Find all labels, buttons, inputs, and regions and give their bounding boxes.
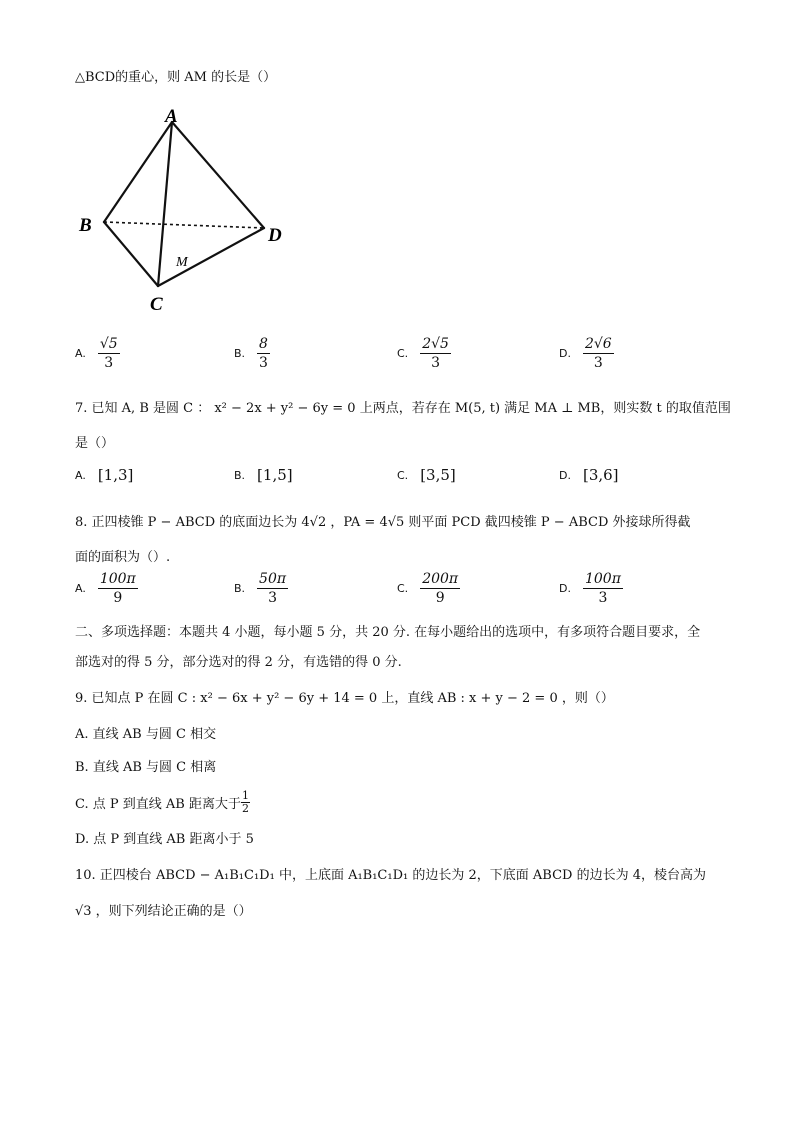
vertex-b-label: B bbox=[79, 215, 92, 236]
denominator: 9 bbox=[113, 590, 123, 607]
q6-option-d[interactable] bbox=[559, 336, 614, 371]
option-letter: A. bbox=[75, 582, 86, 596]
fraction bbox=[241, 790, 250, 814]
fraction bbox=[583, 571, 623, 606]
edge-ad bbox=[172, 122, 264, 228]
q6-option-c[interactable] bbox=[397, 336, 451, 371]
denominator: 9 bbox=[435, 590, 445, 607]
denominator: 3 bbox=[431, 355, 441, 372]
option-letter: D. bbox=[559, 347, 571, 361]
edge-ab bbox=[104, 122, 172, 222]
vertex-c-label: C bbox=[150, 294, 163, 315]
option-letter: C. bbox=[397, 582, 409, 596]
q6-option-b[interactable] bbox=[234, 336, 270, 371]
option-letter: A. bbox=[75, 468, 86, 482]
q7-stem-line1: 7. 已知 A, B 是圆 C ： x² − 2x + y² − 6y = 0 上两点，若存在 M(5, t) 满足 MA ⊥ MB，则实数 t 的取值范围 bbox=[75, 401, 731, 416]
option-letter: B. bbox=[234, 347, 246, 361]
denominator: 3 bbox=[104, 355, 114, 372]
fraction bbox=[420, 571, 460, 606]
vertex-a-label: A bbox=[165, 106, 178, 127]
edge-ac bbox=[158, 122, 172, 286]
edge-cd bbox=[158, 228, 264, 286]
q9-option-a[interactable]: A. 直线 AB 与圆 C 相交 bbox=[75, 727, 217, 742]
q10-stem-line1: 10. 正四棱台 ABCD − A₁B₁C₁D₁ 中，上底面 A₁B₁C₁D₁ 的边长为 2，下底面 ABCD 的边长为 4，棱台高为 bbox=[75, 868, 706, 883]
edge-bc bbox=[104, 222, 158, 286]
option-text: C. 点 P 到直线 AB 距离大于 bbox=[75, 796, 241, 812]
fraction bbox=[420, 336, 451, 371]
option-letter: D. bbox=[559, 468, 571, 482]
point-m-label: M bbox=[176, 255, 188, 270]
numerator: 200π bbox=[420, 571, 460, 589]
q8-stem-line2: 面的面积为（）. bbox=[75, 550, 171, 565]
fraction bbox=[98, 571, 138, 606]
tetrahedron-figure bbox=[70, 100, 300, 320]
section2-instructions-line1: 二、多项选择题：本题共 4 小题，每小题 5 分，共 20 分. 在每小题给出的选项中，有多项符合题目要求，全 bbox=[75, 625, 701, 640]
numerator: 2√5 bbox=[420, 336, 451, 354]
option-letter: C. bbox=[397, 468, 409, 482]
denominator: 2 bbox=[241, 801, 249, 815]
edge-bd-dashed bbox=[104, 222, 264, 228]
numerator: 50π bbox=[257, 571, 288, 589]
option-letter: D. bbox=[559, 582, 571, 596]
fraction bbox=[257, 571, 288, 606]
q9-option-d[interactable]: D. 点 P 到直线 AB 距离小于 5 bbox=[75, 832, 254, 847]
option-value: [3,6] bbox=[582, 466, 619, 484]
q7-option-a[interactable] bbox=[75, 466, 133, 484]
q8-option-a[interactable] bbox=[75, 571, 138, 606]
option-letter: C. bbox=[397, 347, 409, 361]
fraction bbox=[257, 336, 270, 371]
option-letter: B. bbox=[234, 468, 246, 482]
q8-option-d[interactable] bbox=[559, 571, 623, 606]
numerator: 100π bbox=[583, 571, 623, 589]
option-value: [3,5] bbox=[420, 466, 456, 484]
numerator: 1 bbox=[241, 789, 249, 802]
denominator: 3 bbox=[598, 590, 608, 607]
numerator: 100π bbox=[98, 571, 138, 589]
vertex-d-label: D bbox=[268, 225, 282, 246]
numerator: √5 bbox=[98, 336, 120, 354]
q6-stem-tail: △BCD的重心，则 AM 的长是（） bbox=[75, 70, 277, 85]
option-letter: B. bbox=[234, 582, 246, 596]
option-letter: A. bbox=[75, 347, 86, 361]
q7-option-d[interactable] bbox=[559, 466, 619, 484]
denominator: 3 bbox=[259, 355, 268, 372]
q7-option-b[interactable] bbox=[234, 466, 293, 484]
q6-option-a[interactable] bbox=[75, 336, 120, 371]
q7-stem-line2: 是（） bbox=[75, 436, 115, 451]
q8-stem-line1: 8. 正四棱锥 P − ABCD 的底面边长为 4√2 ，PA = 4√5 则平面 PCD 截四棱锥 P − ABCD 外接球所得截 bbox=[75, 515, 691, 530]
q9-option-b[interactable]: B. 直线 AB 与圆 C 相离 bbox=[75, 760, 217, 775]
denominator: 3 bbox=[593, 355, 603, 372]
option-value: [1,3] bbox=[97, 466, 134, 484]
section2-instructions-line2: 部选对的得 5 分，部分选对的得 2 分，有选错的得 0 分. bbox=[75, 655, 402, 670]
fraction bbox=[98, 336, 120, 371]
numerator: 8 bbox=[257, 336, 270, 354]
q8-option-c[interactable] bbox=[397, 571, 460, 606]
q8-option-b[interactable] bbox=[234, 571, 288, 606]
denominator: 3 bbox=[268, 590, 278, 607]
q10-stem-line2: √3 ，则下列结论正确的是（） bbox=[75, 904, 252, 919]
option-value: [1,5] bbox=[257, 466, 293, 484]
numerator: 2√6 bbox=[583, 336, 614, 354]
q7-option-c[interactable] bbox=[397, 466, 456, 484]
q9-option-c[interactable] bbox=[75, 790, 250, 814]
q9-stem: 9. 已知点 P 在圆 C : x² − 6x + y² − 6y + 14 = 0 上，直线 AB : x + y − 2 = 0 ，则（） bbox=[75, 691, 614, 706]
fraction bbox=[583, 336, 614, 371]
